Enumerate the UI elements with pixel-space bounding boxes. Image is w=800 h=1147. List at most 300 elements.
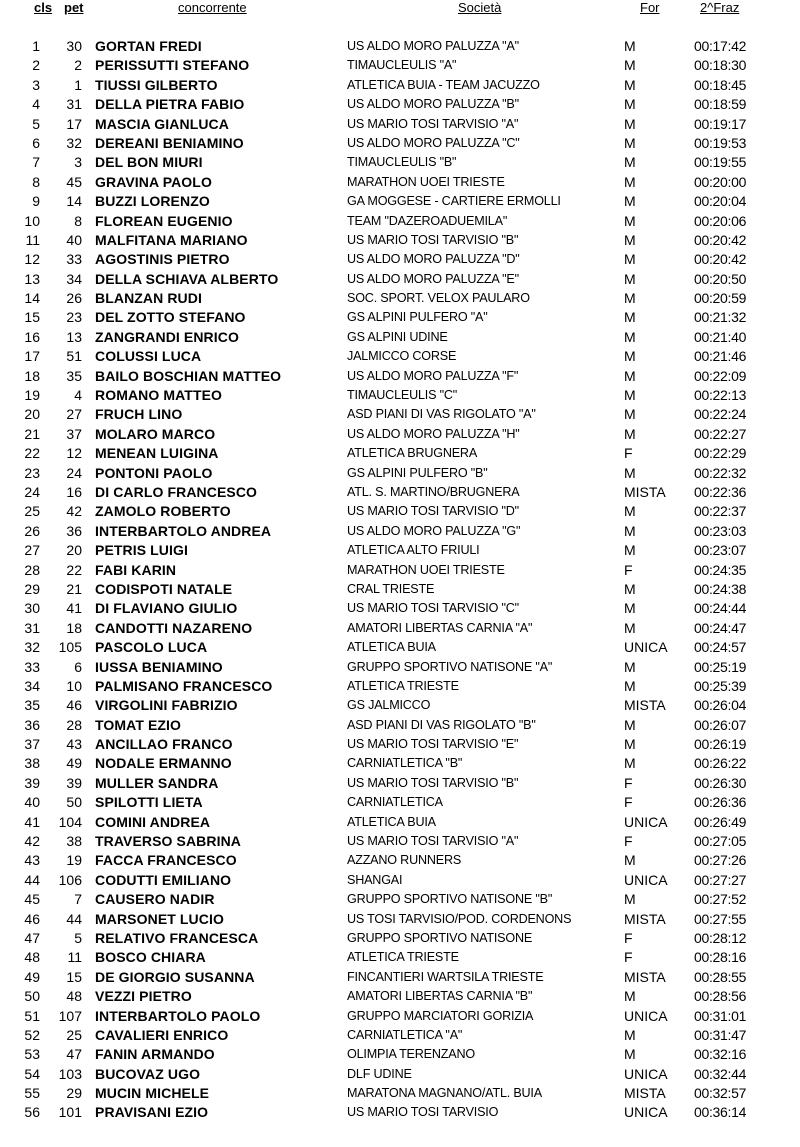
competitor-name: MUCIN MICHELE [95, 1085, 210, 1102]
position-number: 2 [32, 57, 40, 74]
table-row [0, 308, 800, 327]
competitor-name: BUZZI LORENZO [95, 193, 210, 210]
split-time: 00:28:12 [694, 929, 747, 946]
position-number: 49 [24, 968, 40, 985]
position-number: 12 [24, 251, 40, 268]
club-name: AMATORI LIBERTAS CARNIA "A" [347, 620, 533, 635]
position-number: 27 [24, 542, 40, 559]
table-row [0, 425, 800, 444]
bib-number: 11 [67, 949, 82, 966]
table-row [0, 37, 800, 56]
table-row [0, 929, 800, 948]
split-time: 00:31:47 [694, 1026, 747, 1043]
club-name: US MARIO TOSI TARVISIO "B" [347, 232, 519, 247]
competitor-name: BUCOVAZ UGO [95, 1065, 201, 1082]
table-row [0, 1103, 800, 1122]
split-time: 00:26:36 [694, 794, 747, 811]
competitor-name: PRAVISANI EZIO [95, 1104, 209, 1121]
category: M [624, 736, 636, 753]
bib-number: 49 [66, 755, 82, 772]
category: M [624, 755, 636, 772]
category: UNICA [624, 871, 668, 888]
category: UNICA [624, 1104, 668, 1121]
competitor-name: DEL BON MIURI [95, 154, 203, 171]
header-societa: Società [458, 0, 502, 15]
split-time: 00:27:27 [694, 871, 747, 888]
split-time: 00:22:27 [694, 425, 747, 442]
split-time: 00:19:53 [694, 134, 747, 151]
club-name: ATLETICA TRIESTE [347, 950, 459, 965]
position-number: 11 [25, 231, 40, 248]
category: F [624, 929, 633, 946]
split-time: 00:20:00 [694, 173, 747, 190]
club-name: JALMICCO CORSE [347, 349, 457, 364]
position-number: 52 [24, 1026, 40, 1043]
competitor-name: RELATIVO FRANCESCA [95, 929, 259, 946]
table-row [0, 173, 800, 192]
bib-number: 107 [58, 1007, 82, 1024]
position-number: 31 [24, 619, 40, 636]
club-name: MARATHON UOEI TRIESTE [347, 562, 505, 577]
table-row [0, 347, 800, 366]
competitor-name: DEREANI BENIAMINO [95, 134, 244, 151]
bib-number: 5 [74, 929, 82, 946]
table-row [0, 910, 800, 929]
competitor-name: BAILO BOSCHIAN MATTEO [95, 367, 282, 384]
club-name: CARNIATLETICA "B" [347, 756, 463, 771]
position-number: 20 [24, 406, 40, 423]
category: M [624, 503, 636, 520]
split-time: 00:20:59 [694, 290, 747, 307]
competitor-name: MALFITANA MARIANO [95, 231, 248, 248]
competitor-name: AGOSTINIS PIETRO [95, 251, 230, 268]
split-time: 00:28:16 [694, 949, 747, 966]
category: M [624, 309, 636, 326]
competitor-name: SPILOTTI LIETA [95, 794, 203, 811]
split-time: 00:19:17 [694, 115, 747, 132]
competitor-name: PETRIS LUIGI [95, 542, 188, 559]
table-row [0, 231, 800, 250]
bib-number: 22 [66, 561, 82, 578]
category: M [624, 542, 636, 559]
position-number: 39 [24, 774, 40, 791]
position-number: 46 [24, 910, 40, 927]
category: M [624, 988, 636, 1005]
bib-number: 103 [58, 1065, 82, 1082]
split-time: 00:36:14 [694, 1104, 747, 1121]
bib-number: 51 [66, 348, 82, 365]
position-number: 41 [24, 813, 40, 830]
bib-number: 26 [66, 290, 82, 307]
split-time: 00:23:03 [694, 522, 747, 539]
split-time: 00:26:07 [694, 716, 747, 733]
club-name: TIMAUCLEULIS "A" [347, 58, 457, 73]
table-row [0, 813, 800, 832]
club-name: TIMAUCLEULIS "C" [347, 388, 458, 403]
bib-number: 18 [66, 619, 82, 636]
competitor-name: GORTAN FREDI [95, 38, 202, 54]
split-time: 00:27:55 [694, 910, 747, 927]
header-fraz: 2^Fraz [700, 0, 740, 15]
position-number: 53 [24, 1046, 40, 1063]
position-number: 4 [32, 96, 40, 113]
split-time: 00:20:04 [694, 193, 747, 210]
bib-number: 28 [66, 716, 82, 733]
category: M [624, 406, 636, 423]
position-number: 7 [32, 154, 40, 171]
category: M [624, 251, 636, 268]
bib-number: 50 [66, 794, 82, 811]
bib-number: 47 [66, 1046, 82, 1063]
category: M [624, 115, 636, 132]
club-name: US ALDO MORO PALUZZA "H" [347, 426, 520, 441]
header-concorrente: concorrente [178, 0, 247, 15]
split-time: 00:22:24 [694, 406, 747, 423]
club-name: US MARIO TOSI TARVISIO "D" [347, 504, 519, 519]
position-number: 34 [24, 677, 40, 694]
table-row [0, 754, 800, 773]
bib-number: 8 [74, 212, 82, 229]
competitor-name: ANCILLAO FRANCO [95, 736, 233, 753]
position-number: 51 [24, 1007, 40, 1024]
club-name: MARATHON UOEI TRIESTE [347, 174, 505, 189]
category: UNICA [624, 1065, 668, 1082]
competitor-name: CANDOTTI NAZARENO [95, 619, 253, 636]
competitor-name: INTERBARTOLO ANDREA [95, 522, 272, 539]
club-name: GRUPPO SPORTIVO NATISONE "A" [347, 659, 553, 674]
table-row [0, 1026, 800, 1045]
split-time: 00:22:37 [694, 503, 747, 520]
split-time: 00:17:42 [694, 38, 747, 54]
bib-number: 32 [66, 134, 82, 151]
table-row [0, 250, 800, 269]
split-time: 00:27:05 [694, 833, 747, 850]
table-row [0, 890, 800, 909]
category: UNICA [624, 639, 668, 656]
bib-number: 35 [66, 367, 82, 384]
header-for: For [640, 0, 660, 15]
position-number: 24 [24, 483, 40, 500]
category: M [624, 193, 636, 210]
club-name: US ALDO MORO PALUZZA "C" [347, 135, 520, 150]
position-number: 48 [24, 949, 40, 966]
competitor-name: COMINI ANDREA [95, 813, 211, 830]
bib-number: 24 [66, 464, 82, 481]
table-row [0, 1007, 800, 1026]
club-name: FINCANTIERI WARTSILA TRIESTE [347, 969, 544, 984]
club-name: US ALDO MORO PALUZZA "D" [347, 252, 520, 267]
split-time: 00:24:47 [694, 619, 747, 636]
split-time: 00:32:44 [694, 1065, 747, 1082]
bib-number: 6 [74, 658, 82, 675]
club-name: ASD PIANI DI VAS RIGOLATO "B" [347, 717, 536, 732]
competitor-name: GRAVINA PAOLO [95, 173, 212, 190]
category: M [624, 367, 636, 384]
competitor-name: CAVALIERI ENRICO [95, 1026, 229, 1043]
table-row [0, 405, 800, 424]
position-number: 36 [24, 716, 40, 733]
position-number: 44 [24, 871, 40, 888]
category: F [624, 774, 633, 791]
competitor-name: DE GIORGIO SUSANNA [95, 968, 255, 985]
split-time: 00:21:40 [694, 328, 747, 345]
table-row [0, 1045, 800, 1064]
table-row [0, 153, 800, 172]
position-number: 43 [24, 852, 40, 869]
position-number: 45 [24, 891, 40, 908]
category: F [624, 445, 633, 462]
position-number: 18 [24, 367, 40, 384]
category: M [624, 716, 636, 733]
club-name: ATLETICA BRUGNERA [347, 446, 478, 461]
split-time: 00:32:57 [694, 1085, 747, 1102]
bib-number: 101 [58, 1104, 82, 1121]
table-row [0, 832, 800, 851]
bib-number: 20 [66, 542, 82, 559]
table-row [0, 793, 800, 812]
category: M [624, 38, 636, 54]
table-row [0, 95, 800, 114]
split-time: 00:20:50 [694, 270, 747, 287]
club-name: US MARIO TOSI TARVISIO "B" [347, 775, 519, 790]
position-number: 47 [24, 929, 40, 946]
category: M [624, 154, 636, 171]
split-time: 00:21:46 [694, 348, 747, 365]
position-number: 32 [24, 639, 40, 656]
category: F [624, 949, 633, 966]
table-row [0, 561, 800, 580]
table-row [0, 502, 800, 521]
position-number: 50 [24, 988, 40, 1005]
club-name: SHANGAI [347, 872, 403, 887]
position-number: 5 [32, 115, 40, 132]
competitor-name: IUSSA BENIAMINO [95, 658, 223, 675]
club-name: ATLETICA BUIA - TEAM JACUZZO [347, 77, 540, 92]
category: M [624, 852, 636, 869]
position-number: 38 [24, 755, 40, 772]
position-number: 26 [24, 522, 40, 539]
bib-number: 104 [58, 813, 82, 830]
split-time: 00:24:44 [694, 600, 747, 617]
table-row [0, 987, 800, 1006]
category: M [624, 173, 636, 190]
split-time: 00:32:16 [694, 1046, 747, 1063]
club-name: US ALDO MORO PALUZZA "G" [347, 523, 521, 538]
bib-number: 38 [66, 833, 82, 850]
bib-number: 3 [74, 154, 82, 171]
position-number: 14 [24, 290, 40, 307]
position-number: 54 [24, 1065, 40, 1082]
competitor-name: TRAVERSO SABRINA [95, 833, 242, 850]
split-time: 00:26:49 [694, 813, 747, 830]
split-time: 00:26:19 [694, 736, 747, 753]
bib-number: 106 [58, 871, 82, 888]
table-row [0, 134, 800, 153]
club-name: CARNIATLETICA "A" [347, 1027, 463, 1042]
split-time: 00:24:35 [694, 561, 747, 578]
split-time: 00:22:09 [694, 367, 747, 384]
position-number: 25 [24, 503, 40, 520]
split-time: 00:28:55 [694, 968, 747, 985]
club-name: GS ALPINI PULFERO "B" [347, 465, 488, 480]
competitor-name: PERISSUTTI STEFANO [95, 57, 250, 74]
bib-number: 34 [66, 270, 82, 287]
bib-number: 44 [66, 910, 82, 927]
club-name: US ALDO MORO PALUZZA "E" [347, 271, 519, 286]
table-row [0, 367, 800, 386]
competitor-name: ZAMOLO ROBERTO [95, 503, 231, 520]
table-row [0, 444, 800, 463]
club-name: ATLETICA ALTO FRIULI [347, 543, 480, 558]
club-name: TIMAUCLEULIS "B" [347, 155, 457, 170]
split-time: 00:25:19 [694, 658, 747, 675]
category: M [624, 96, 636, 113]
category: M [624, 134, 636, 151]
club-name: US ALDO MORO PALUZZA "A" [347, 39, 519, 53]
club-name: US MARIO TOSI TARVISIO "C" [347, 601, 519, 616]
position-number: 17 [24, 348, 40, 365]
competitor-name: FLOREAN EUGENIO [95, 212, 233, 229]
split-time: 00:18:30 [694, 57, 747, 74]
split-time: 00:22:29 [694, 445, 747, 462]
bib-number: 23 [66, 309, 82, 326]
club-name: CARNIATLETICA [347, 795, 443, 810]
category: MISTA [624, 910, 666, 927]
split-time: 00:25:39 [694, 677, 747, 694]
club-name: AZZANO RUNNERS [347, 853, 462, 868]
table-row [0, 599, 800, 618]
position-number: 13 [24, 270, 40, 287]
bib-number: 29 [66, 1085, 82, 1102]
table-row [0, 115, 800, 134]
club-name: DLF UDINE [347, 1066, 412, 1081]
category: UNICA [624, 813, 668, 830]
club-name: ATL. S. MARTINO/BRUGNERA [347, 484, 520, 499]
bib-number: 7 [74, 891, 82, 908]
competitor-name: FRUCH LINO [95, 406, 183, 423]
category: MISTA [624, 697, 666, 714]
category: M [624, 212, 636, 229]
category: M [624, 348, 636, 365]
position-number: 21 [24, 425, 40, 442]
competitor-name: DELLA PIETRA FABIO [95, 96, 245, 113]
category: M [624, 522, 636, 539]
competitor-name: MULLER SANDRA [95, 774, 219, 791]
position-number: 33 [24, 658, 40, 675]
category: M [624, 658, 636, 675]
results-table [0, 37, 800, 1123]
competitor-name: VIRGOLINI FABRIZIO [95, 697, 238, 714]
category: M [624, 677, 636, 694]
category: M [624, 1046, 636, 1063]
competitor-name: BOSCO CHIARA [95, 949, 206, 966]
split-time: 00:22:32 [694, 464, 747, 481]
position-number: 19 [24, 387, 40, 404]
split-time: 00:18:45 [694, 76, 747, 93]
position-number: 23 [24, 464, 40, 481]
competitor-name: VEZZI PIETRO [95, 988, 192, 1005]
category: M [624, 600, 636, 617]
club-name: AMATORI LIBERTAS CARNIA "B" [347, 989, 533, 1004]
category: M [624, 328, 636, 345]
bib-number: 16 [66, 483, 82, 500]
bib-number: 40 [66, 231, 82, 248]
split-time: 00:31:01 [694, 1007, 747, 1024]
bib-number: 19 [66, 852, 82, 869]
bib-number: 42 [66, 503, 82, 520]
club-name: US MARIO TOSI TARVISIO "A" [347, 116, 519, 131]
position-number: 1 [32, 38, 40, 54]
competitor-name: DEL ZOTTO STEFANO [95, 309, 246, 326]
position-number: 3 [32, 76, 40, 93]
category: UNICA [624, 1007, 668, 1024]
position-number: 22 [24, 445, 40, 462]
position-number: 37 [24, 736, 40, 753]
club-name: OLIMPIA TERENZANO [347, 1047, 475, 1062]
club-name: US ALDO MORO PALUZZA "F" [347, 368, 519, 383]
table-row [0, 328, 800, 347]
club-name: US MARIO TOSI TARVISIO "A" [347, 834, 519, 849]
category: M [624, 231, 636, 248]
table-row [0, 212, 800, 231]
category: M [624, 425, 636, 442]
category: MISTA [624, 968, 666, 985]
category: M [624, 387, 636, 404]
table-row [0, 851, 800, 870]
competitor-name: MOLARO MARCO [95, 425, 216, 442]
header-cls: cls [34, 0, 53, 15]
club-name: SOC. SPORT. VELOX PAULARO [347, 291, 530, 306]
table-row [0, 1084, 800, 1103]
competitor-name: CODUTTI EMILIANO [95, 871, 232, 888]
category: M [624, 891, 636, 908]
bib-number: 10 [66, 677, 82, 694]
club-name: ATLETICA BUIA [347, 814, 436, 829]
category: M [624, 76, 636, 93]
split-time: 00:24:38 [694, 580, 747, 597]
competitor-name: ROMANO MATTEO [95, 387, 223, 404]
table-row [0, 696, 800, 715]
club-name: US MARIO TOSI TARVISIO "E" [347, 737, 519, 752]
competitor-name: DELLA SCHIAVA ALBERTO [95, 270, 279, 287]
split-time: 00:27:26 [694, 852, 747, 869]
competitor-name: MASCIA GIANLUCA [95, 115, 229, 132]
competitor-name: NODALE ERMANNO [95, 755, 232, 772]
table-row [0, 677, 800, 696]
category: M [624, 619, 636, 636]
position-number: 55 [24, 1085, 40, 1102]
bib-number: 39 [66, 774, 82, 791]
header-pet: pet [64, 0, 84, 15]
club-name: GRUPPO SPORTIVO NATISONE "B" [347, 892, 553, 907]
bib-number: 41 [66, 600, 82, 617]
table-row [0, 658, 800, 677]
category: M [624, 290, 636, 307]
club-name: MARATONA MAGNANO/ATL. BUIA [347, 1086, 542, 1101]
table-row [0, 1065, 800, 1084]
competitor-name: FANIN ARMANDO [95, 1046, 215, 1063]
position-number: 8 [32, 173, 40, 190]
split-time: 00:21:32 [694, 309, 747, 326]
club-name: ASD PIANI DI VAS RIGOLATO "A" [347, 407, 536, 422]
competitor-name: FABI KARIN [95, 561, 177, 578]
bib-number: 12 [66, 445, 82, 462]
table-row [0, 619, 800, 638]
category: M [624, 580, 636, 597]
competitor-name: MARSONET LUCIO [95, 910, 224, 927]
bib-number: 27 [66, 406, 82, 423]
split-time: 00:18:59 [694, 96, 747, 113]
